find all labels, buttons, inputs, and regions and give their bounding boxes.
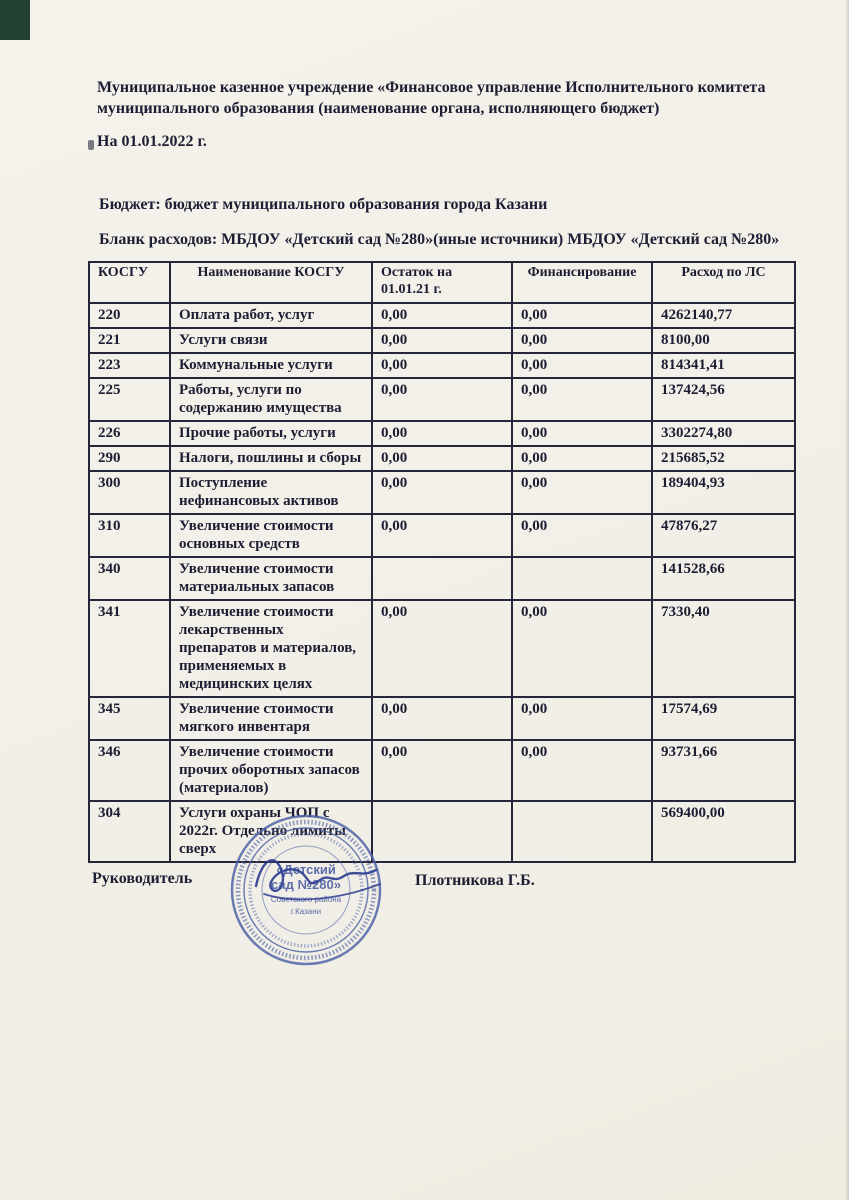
role-label: Руководитель <box>92 870 193 887</box>
table-cell: 0,00 <box>372 514 512 557</box>
table-cell: 3302274,80 <box>652 421 795 446</box>
table-cell: 223 <box>89 353 170 378</box>
table-cell: 300 <box>89 471 170 514</box>
table-cell: 0,00 <box>372 697 512 740</box>
table-row <box>89 421 795 446</box>
table-cell: 17574,69 <box>652 697 795 740</box>
stamp-district-line: Советского района <box>270 895 342 905</box>
table-cell: 0,00 <box>372 600 512 697</box>
table-cell: 304 <box>89 801 170 862</box>
table-cell: Увеличение стоимости мягкого инвентаря <box>170 697 372 740</box>
table-cell: 0,00 <box>372 471 512 514</box>
table-row <box>89 471 795 514</box>
table-cell: 137424,56 <box>652 378 795 421</box>
table-row <box>89 446 795 471</box>
org-title: Муниципальное казенное учреждение «Финансовое управление Исполнительного комитета муниципального образования (наименование органа, исполняющего бюджет) <box>97 79 766 117</box>
stamp-org-name-line2: сад №280» <box>271 877 341 893</box>
table-cell: 8100,00 <box>652 328 795 353</box>
table-cell: 93731,66 <box>652 740 795 801</box>
table-cell: 340 <box>89 557 170 600</box>
table-row <box>89 557 795 600</box>
table-row <box>89 514 795 557</box>
table-cell: 0,00 <box>512 421 652 446</box>
table-header-cell: КОСГУ <box>89 262 170 303</box>
expense-table <box>88 261 796 863</box>
table-cell: Прочие работы, услуги <box>170 421 372 446</box>
scan-edge-shadow <box>845 0 849 1200</box>
table-row <box>89 801 795 862</box>
table-cell: 0,00 <box>372 378 512 421</box>
table-cell: 0,00 <box>512 740 652 801</box>
table-cell: 0,00 <box>512 303 652 328</box>
table-row <box>89 328 795 353</box>
table-cell: 0,00 <box>512 697 652 740</box>
table-cell: 0,00 <box>372 740 512 801</box>
table-row <box>89 740 795 801</box>
table-cell <box>372 557 512 600</box>
table-header <box>89 262 795 303</box>
table-cell: 0,00 <box>512 353 652 378</box>
report-date: На 01.01.2022 г. <box>97 133 207 150</box>
table-cell: 0,00 <box>512 446 652 471</box>
table-header-cell: Наименование КОСГУ <box>170 262 372 303</box>
table-cell: Увеличение стоимости прочих оборотных запасов (материалов) <box>170 740 372 801</box>
table-cell: 0,00 <box>372 421 512 446</box>
table-cell: 346 <box>89 740 170 801</box>
scan-corner-artifact <box>0 0 30 40</box>
scan-ink-mark <box>88 140 94 150</box>
table-cell: Увеличение стоимости лекарственных препаратов и материалов, применяемых в медицинских целях <box>170 600 372 697</box>
table-cell: 569400,00 <box>652 801 795 862</box>
table-cell: 0,00 <box>512 514 652 557</box>
table-row <box>89 378 795 421</box>
table-cell: 341 <box>89 600 170 697</box>
table-cell: Работы, услуги по содержанию имущества <box>170 378 372 421</box>
table-cell: Оплата работ, услуг <box>170 303 372 328</box>
table-cell: 221 <box>89 328 170 353</box>
table-row <box>89 600 795 697</box>
table-row <box>89 353 795 378</box>
table-cell: 0,00 <box>512 328 652 353</box>
table-cell: 0,00 <box>512 378 652 421</box>
table-cell: 47876,27 <box>652 514 795 557</box>
table-cell: 345 <box>89 697 170 740</box>
table-cell: 0,00 <box>372 353 512 378</box>
signature <box>244 842 394 912</box>
table-cell <box>512 801 652 862</box>
table-cell: Коммунальные услуги <box>170 353 372 378</box>
table-cell: 215685,52 <box>652 446 795 471</box>
table-cell: Услуги связи <box>170 328 372 353</box>
table-header-cell: Финансирование <box>512 262 652 303</box>
table-cell: 189404,93 <box>652 471 795 514</box>
table-cell: Поступление нефинансовых активов <box>170 471 372 514</box>
stamp-city-line: г.Казани <box>290 906 322 916</box>
budget-line: Бюджет: бюджет муниципального образования города Казани <box>99 196 548 213</box>
table-row <box>89 697 795 740</box>
table-cell: 290 <box>89 446 170 471</box>
signer-name: Плотникова Г.Б. <box>415 872 535 889</box>
table-cell: 0,00 <box>372 303 512 328</box>
table-row <box>89 303 795 328</box>
table-cell: 4262140,77 <box>652 303 795 328</box>
table-cell: 310 <box>89 514 170 557</box>
table-cell: 0,00 <box>512 471 652 514</box>
table-cell <box>512 557 652 600</box>
table-cell: 225 <box>89 378 170 421</box>
stamp-org-name-line1: «Детский <box>276 862 336 878</box>
table-header-row <box>89 262 795 303</box>
table-cell: 0,00 <box>372 328 512 353</box>
table-cell: Услуги охраны ЧОП с 2022г. Отдельно лимиты сверх <box>170 801 372 862</box>
table-cell: 0,00 <box>372 446 512 471</box>
table-cell: Увеличение стоимости основных средств <box>170 514 372 557</box>
table-cell: Налоги, пошлины и сборы <box>170 446 372 471</box>
table-cell: 814341,41 <box>652 353 795 378</box>
table-cell: 141528,66 <box>652 557 795 600</box>
table-header-cell: Расход по ЛС <box>652 262 795 303</box>
table-cell: 220 <box>89 303 170 328</box>
table-body <box>89 303 795 862</box>
table-cell: 7330,40 <box>652 600 795 697</box>
table-cell: Увеличение стоимости материальных запасов <box>170 557 372 600</box>
table-cell: 0,00 <box>512 600 652 697</box>
table-header-cell: Остаток на 01.01.21 г. <box>372 262 512 303</box>
table-cell: 226 <box>89 421 170 446</box>
blank-line: Бланк расходов: МБДОУ «Детский сад №280»(иные источники) МБДОУ «Детский сад №280» <box>99 231 780 248</box>
